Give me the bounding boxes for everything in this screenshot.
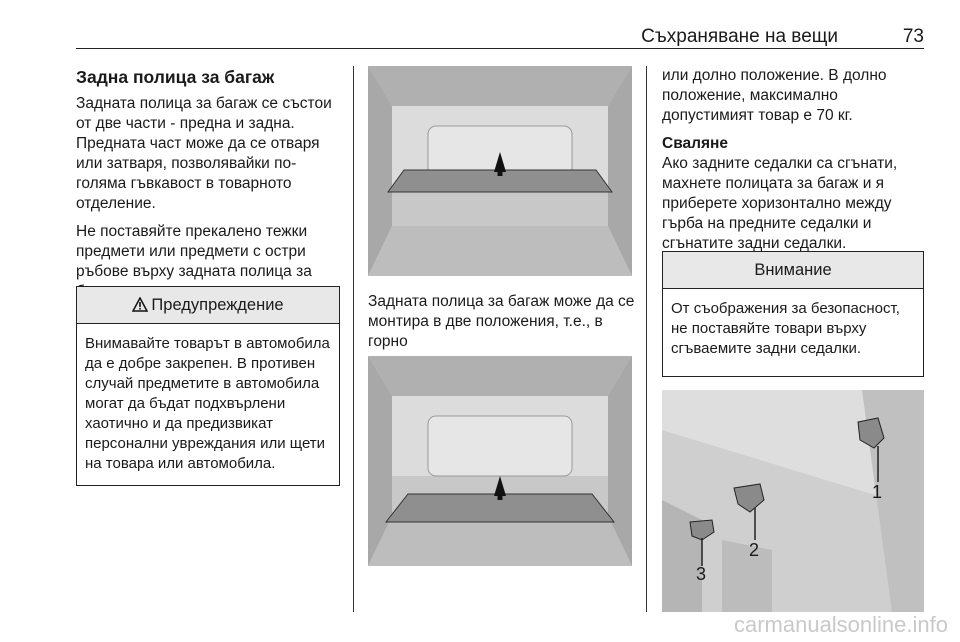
figure-hooks — [662, 390, 924, 612]
warning-box — [76, 286, 340, 486]
section-heading: Задна полица за багаж — [76, 67, 275, 87]
figure-label-1: 1 — [872, 482, 883, 502]
caution-box — [662, 251, 924, 377]
paragraph: Задната полица за багаж се състои от две части - предна и задна. Предната част може да се отваря или затваря, позволявайки по-голяма гъвкавост в товарното отделение. — [76, 95, 332, 212]
figure-shelf-upper — [368, 66, 632, 276]
page-number: 73 — [902, 26, 924, 47]
warning-title: Предупреждение — [151, 296, 284, 314]
warning-triangle-icon — [132, 287, 148, 323]
paragraph: или долно положение. В долно положение, максимално допустимият товар е 70 кг. — [662, 67, 887, 124]
figure-label-2: 2 — [749, 540, 760, 560]
paragraph: Ако задните седалки са сгънати, махнете полицата за багаж и я приберете хоризонтално между гърба на предните седалки и сгънатите задни седалки. — [662, 155, 898, 252]
column-right — [662, 66, 924, 262]
figure-shelf-lower — [368, 356, 632, 566]
subheading: Сваляне — [662, 135, 729, 152]
watermark: carmanualsonline.info — [733, 612, 948, 637]
caution-text: От съображения за безопасност, не поставяйте товари върху сгъваемите задни седалки. — [671, 300, 900, 357]
paragraph: Не поставяйте прекалено тежки предмети или предмети с остри ръбове върху задната полица за — [76, 223, 312, 280]
figure-caption: Задната полица за багаж може да се монтира в две положения, т.е., в горно — [368, 293, 635, 350]
column-left — [76, 66, 342, 310]
warning-text: Внимавайте товарът в автомобила да е добре закрепен. В противен случай предметите в автомобила могат да бъдат подхвърлени хаотично и да предизвикат персонални увреждания или щети на товара или автомобила. — [85, 335, 330, 472]
caution-box-header: Внимание — [663, 252, 923, 289]
column-divider — [646, 66, 647, 612]
figure-label-3: 3 — [696, 564, 707, 584]
column-middle — [368, 292, 636, 360]
warning-box-header — [77, 287, 339, 324]
column-divider — [353, 66, 354, 612]
page-header — [76, 26, 924, 49]
section-title: Съхраняване на вещи — [641, 26, 838, 47]
